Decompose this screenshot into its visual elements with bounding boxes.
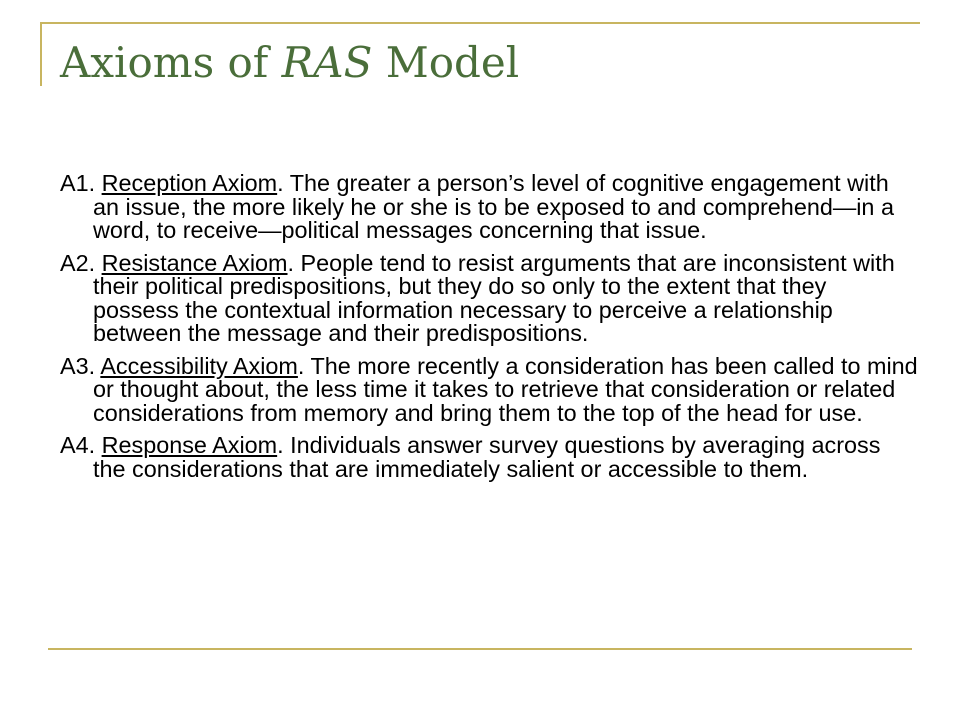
- axiom-a4: [60, 434, 918, 481]
- title-emphasis: RAS: [281, 38, 373, 87]
- axiom-a2: [60, 249, 918, 346]
- axiom-name: Accessibility Axiom: [100, 352, 298, 379]
- axiom-text: . Individuals answer survey questions by averaging across the considerations that are immediately salient or accessible to them.: [93, 432, 881, 482]
- axiom-number: A4.: [60, 432, 102, 458]
- bottom-accent-rule: [48, 648, 912, 650]
- top-accent-rule: [40, 22, 920, 24]
- slide-title: [60, 34, 519, 92]
- axiom-name: Response Axiom: [101, 432, 278, 458]
- axiom-number: A2.: [60, 249, 102, 276]
- axiom-a3: [60, 352, 918, 426]
- axiom-a1: [60, 172, 918, 243]
- axiom-number: A1.: [60, 170, 102, 196]
- left-accent-rule: [40, 22, 42, 86]
- axiom-text: . People tend to resist arguments that are inconsistent with their political predispositions, but they do so only to the extent that they possess the contextual information necessary to perceive a relationship between the message and their predispositions.: [93, 249, 895, 346]
- axiom-list: [60, 172, 918, 490]
- axiom-number: A3.: [60, 352, 101, 379]
- axiom-name: Reception Axiom: [101, 170, 278, 196]
- title-prefix: Axioms of: [60, 38, 282, 87]
- title-suffix: Model: [372, 38, 520, 87]
- axiom-text: . The more recently a consideration has been called to mind or thought about, the less time it takes to retrieve that consideration or related considerations from memory and bring them to the top of the head for use.: [93, 352, 918, 426]
- axiom-text: . The greater a person’s level of cognitive engagement with an issue, the more likely he or she is to be exposed to and comprehend—in a word, to receive—political messages concerning that issue.: [93, 170, 894, 243]
- axiom-name: Resistance Axiom: [101, 249, 288, 276]
